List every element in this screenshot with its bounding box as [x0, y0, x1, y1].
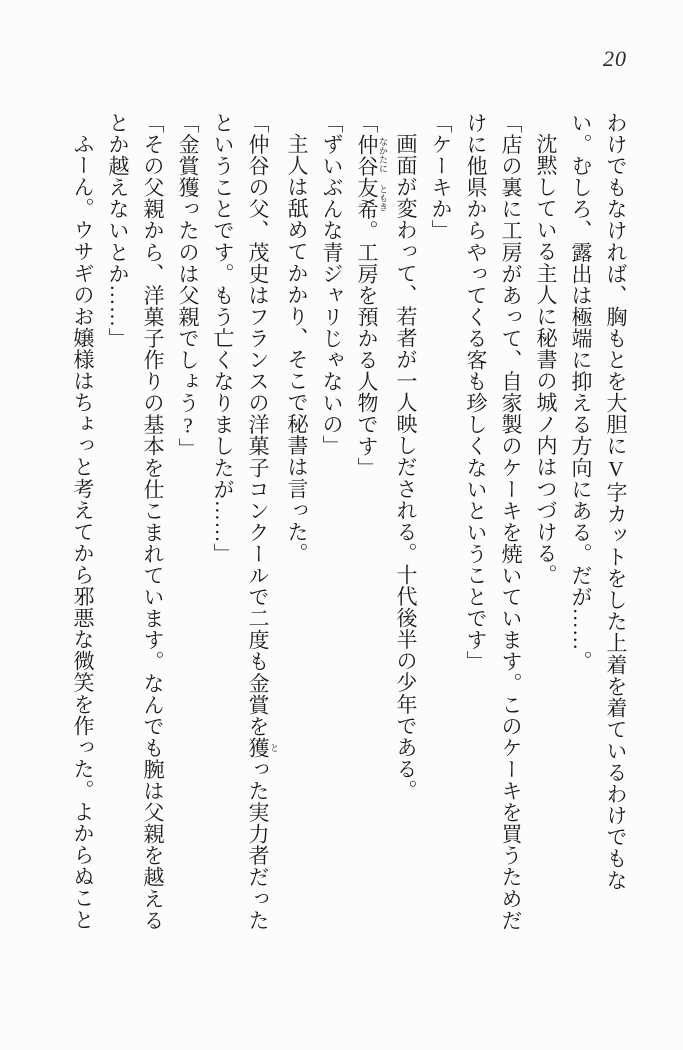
- upright-latin-char: V: [604, 456, 628, 482]
- paragraph-narration-1: 沈黙している主人に秘書の城ノ内はつづける。: [534, 133, 558, 586]
- paragraph-quote-question: 「金賞獲ったのは父親でしょう?」: [176, 112, 200, 460]
- paragraph-continuation: わけでもなければ、胸もとを大胆にV字カットをした上着を着ているわけでもない。むしろ、露出は極端に抑える方向にある。だが……。: [569, 112, 628, 891]
- furigana-ruby: 友希 ともき: [355, 176, 388, 220]
- paragraph-quote-workshop: 「店の裏に工房があって、自家製のケーキを焼いています。このケーキを買うためだけに他県からやってくる客も珍しくないということです」: [464, 112, 523, 931]
- paragraph-quote-training: 「その父親から、洋菓子作りの基本を仕こまれています。なんでも腕は父親を越えるとか越えないとか……」: [106, 112, 165, 931]
- paragraph-quote-father: 「仲谷の父、茂史はフランスの洋菓子コンクールで二度も金賞を獲 とった実力者だったということです。もう亡くなりましたが……」: [211, 112, 279, 931]
- paragraph-narration-4: ふーん。ウサギのお嬢様はちょっと考えてから邪悪な微笑を作った。よからぬこと: [71, 133, 95, 931]
- text-area: [65, 112, 633, 932]
- paragraph-quote-nakatani: 「仲谷 なかたに友希 ともき。工房を預かる人物です」: [355, 112, 388, 479]
- paragraph-narration-3: 主人は舐めてかかり、そこで秘書は言った。: [285, 133, 309, 564]
- page-number: 20: [603, 46, 627, 71]
- furigana-ruby: 仲谷 なかたに: [355, 133, 388, 177]
- furigana-ruby: 獲 と: [246, 736, 279, 759]
- paragraph-quote-aojari: 「ずいぶんな青ジャリじゃないの」: [320, 112, 344, 457]
- paragraph-quote-cake: 「ケーキか」: [429, 112, 453, 242]
- paragraph-narration-2: 画面が変わって、若者が一人映しだされる。十代後半の少年である。: [394, 133, 418, 802]
- upright-latin-char: ?: [176, 413, 200, 439]
